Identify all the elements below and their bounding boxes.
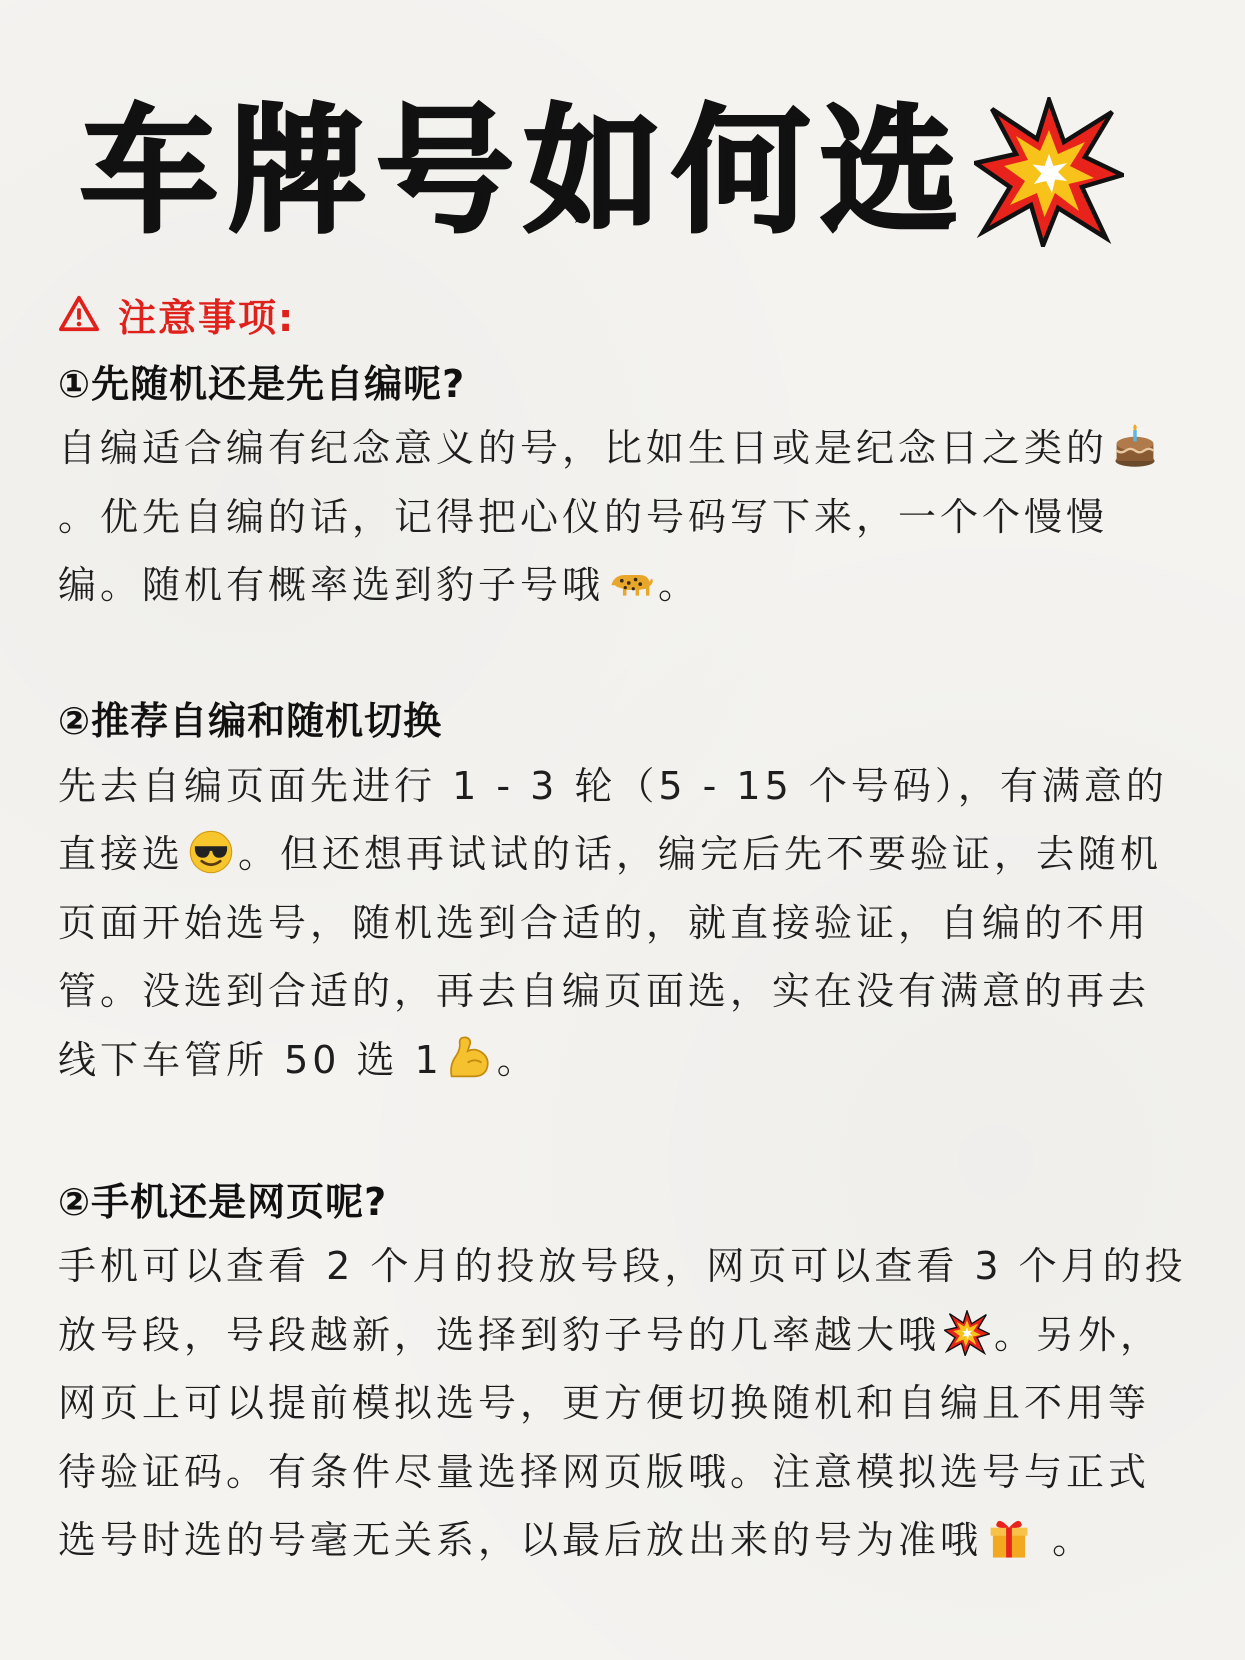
title-row — [80, 92, 1190, 252]
paragraph-text: 手机可以查看 2 个月的投放号段，网页可以查看 3 个月的投放号段，号段越新，选择到豹子号的几率越大哦 — [58, 1244, 1187, 1357]
paragraph-text: 自编适合编有纪念意义的号，比如生日或是纪念日之类的 — [58, 426, 1109, 470]
birthday-cake-icon — [1112, 423, 1158, 469]
paragraph-text: 。 — [496, 1037, 539, 1082]
paragraph-text: 先去自编页面先进行 1 - 3 轮（5 - 15 个号码），有满意的直接选 — [58, 763, 1168, 876]
flexed-biceps-icon — [447, 1035, 493, 1081]
notice-label: 注意事项: — [118, 295, 296, 340]
section-paragraph — [58, 1232, 1188, 1575]
warning-triangle-icon — [58, 294, 100, 334]
page-title: 车牌号如何选 — [80, 91, 969, 252]
spacer — [58, 1094, 1188, 1164]
leopard-icon — [608, 560, 654, 606]
paragraph-text: 。但还想再试试的话，编完后先不要验证，去随机页面开始选号，随机选到合适的，就直接验证，自编的不用管。没选到合适的，再去自编页面选，实在没有满意的再去线下车管所 50 选 1 — [58, 832, 1163, 1082]
paragraph-text: 。 — [658, 563, 701, 607]
section-heading: ①先随机还是先自编呢? — [58, 361, 466, 406]
smiling-face-with-sunglasses-icon — [188, 829, 234, 875]
content — [58, 282, 1188, 1575]
section-paragraph — [58, 752, 1188, 1095]
collision-burst-icon — [944, 1310, 990, 1356]
paragraph-text: 。优先自编的话，记得把心仪的号码写下来，一个个慢慢编。随机有概率选到豹子号哦 — [58, 494, 1109, 607]
gift-icon — [986, 1515, 1032, 1561]
notice-heading — [58, 282, 1188, 346]
section-paragraph — [58, 414, 1188, 620]
paragraph-text: 。另外，网页上可以提前模拟选号，更方便切换随机和自编且不用等待验证码。有条件尽量选择网页版哦。注意模拟选号与正式选号时选的号毫无关系，以最后放出来的号为准哦 — [58, 1312, 1163, 1562]
spacer — [58, 620, 1188, 684]
paragraph-text: 。 — [1036, 1518, 1095, 1562]
section-heading: ②手机还是网页呢? — [58, 1179, 388, 1224]
section-heading: ②推荐自编和随机切换 — [58, 699, 443, 743]
collision-burst-icon — [974, 97, 1124, 247]
